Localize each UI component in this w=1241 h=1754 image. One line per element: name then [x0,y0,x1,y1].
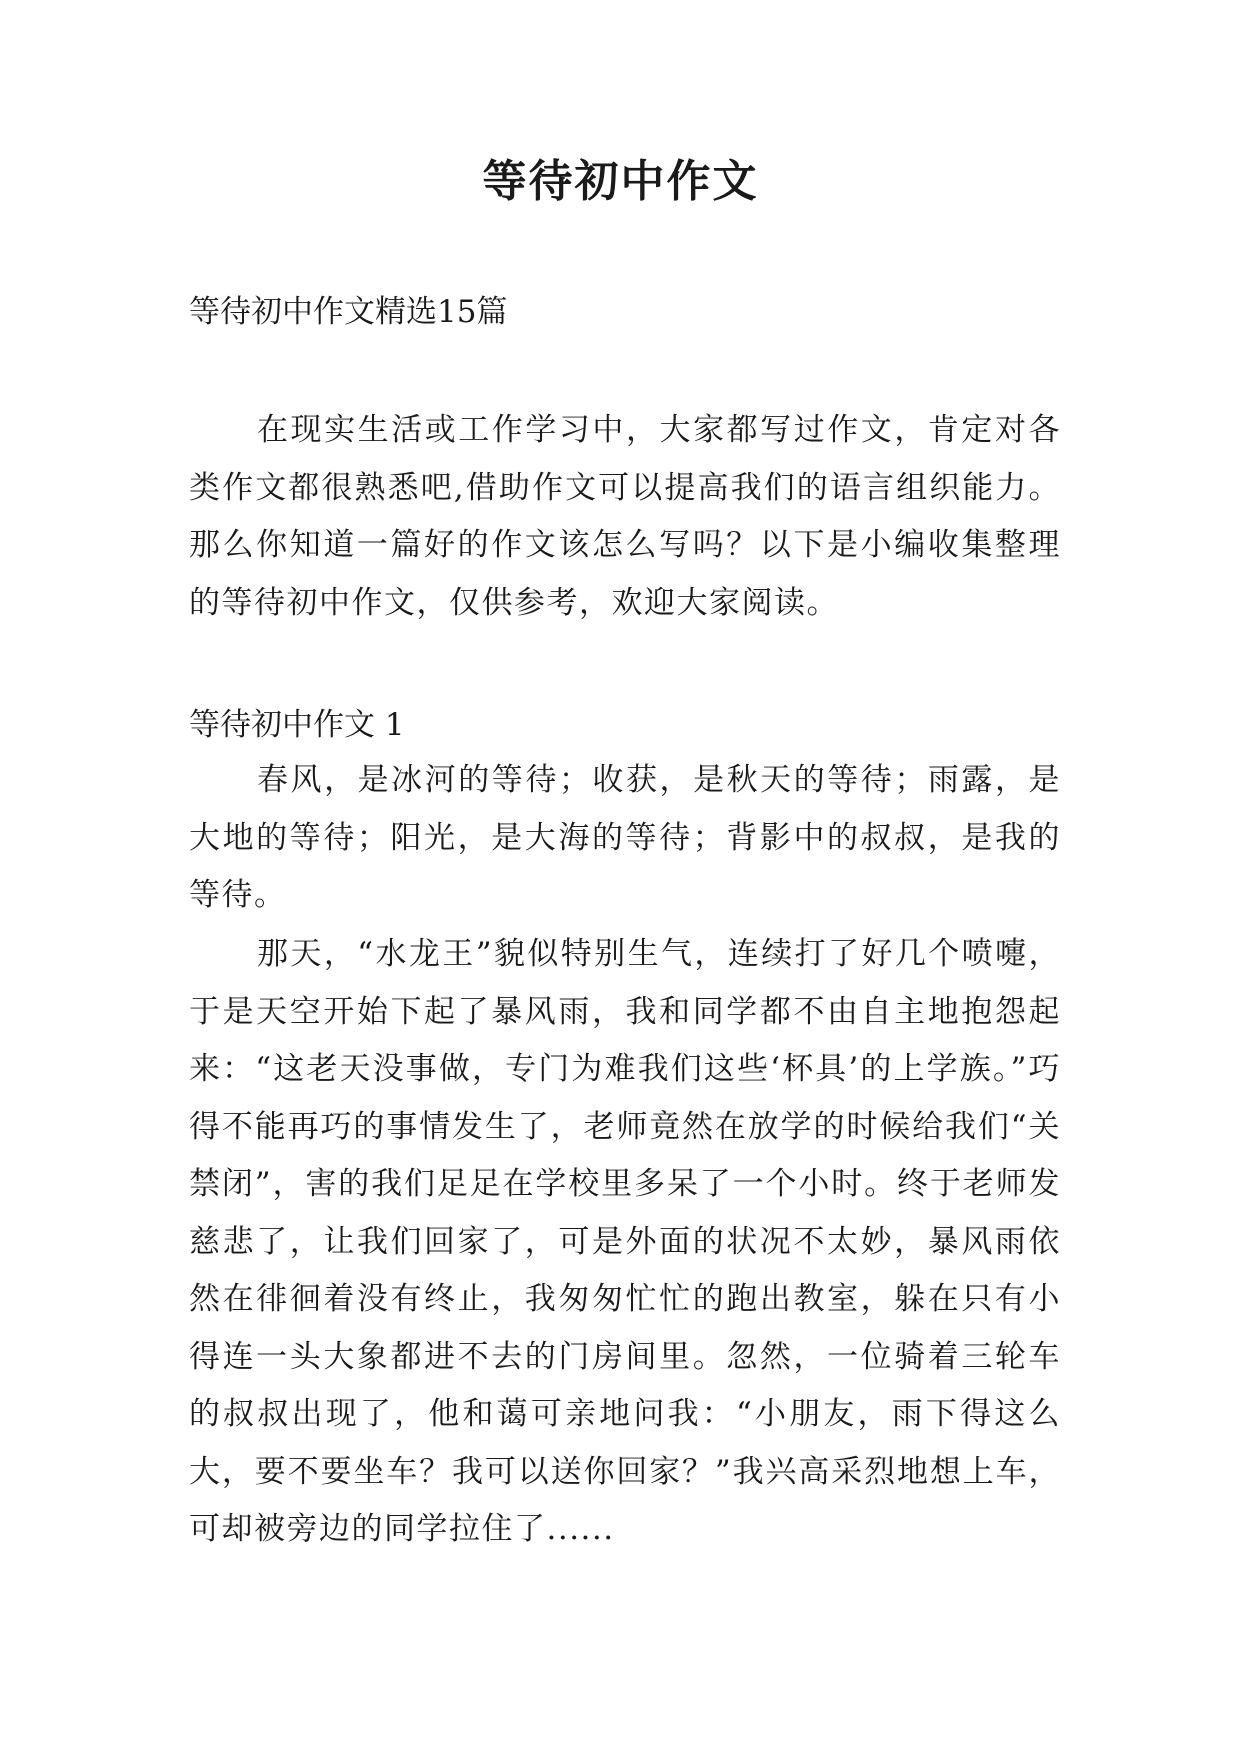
intro-paragraph: 在现实生活或工作学习中，大家都写过作文，肯定对各类作文都很熟悉吧,借助作文可以提高我们的语言组织能力。那么你知道一篇好的作文该怎么写吗？以下是小编收集整理的等待初中作文，仅供参考，欢迎大家阅读。 [189,412,1061,621]
body-paragraph-2: 那天，“水龙王”貌似特别生气，连续打了好几个喷嚏，于是天空开始下起了暴风雨，我和同学都不由自主地抱怨起来：“这老天没事做，专门为难我们这些‘杯具’的上学族。”巧得不能再巧的事情发生了，老师竟然在放学的时候给我们“关禁闭”，害的我们足足在学校里多呆了一个小时。终于老师发慈悲了，让我们回家了，可是外面的状况不太妙，暴风雨依然在徘徊着没有终止，我匆匆忙忙的跑出教室，躲在只有小得连一头大象都进不去的门房间里。忽然，一位骑着三轮车的叔叔出现了，他和蔼可亲地问我：“小朋友，雨下得这么大，要不要坐车？我可以送你回家？”我兴高采烈地想上车，可却被旁边的同学拉住了...... [189,936,1061,1547]
page-title: 等待初中作文 [482,156,759,207]
document-subtitle: 等待初中作文精选15篇 [189,294,508,330]
body-paragraph-1: 春风，是冰河的等待；收获，是秋天的等待；雨露，是大地的等待；阳光，是大海的等待；背影中的叔叔，是我的等待。 [189,762,1061,913]
section-heading: 等待初中作文 1 [189,707,405,743]
